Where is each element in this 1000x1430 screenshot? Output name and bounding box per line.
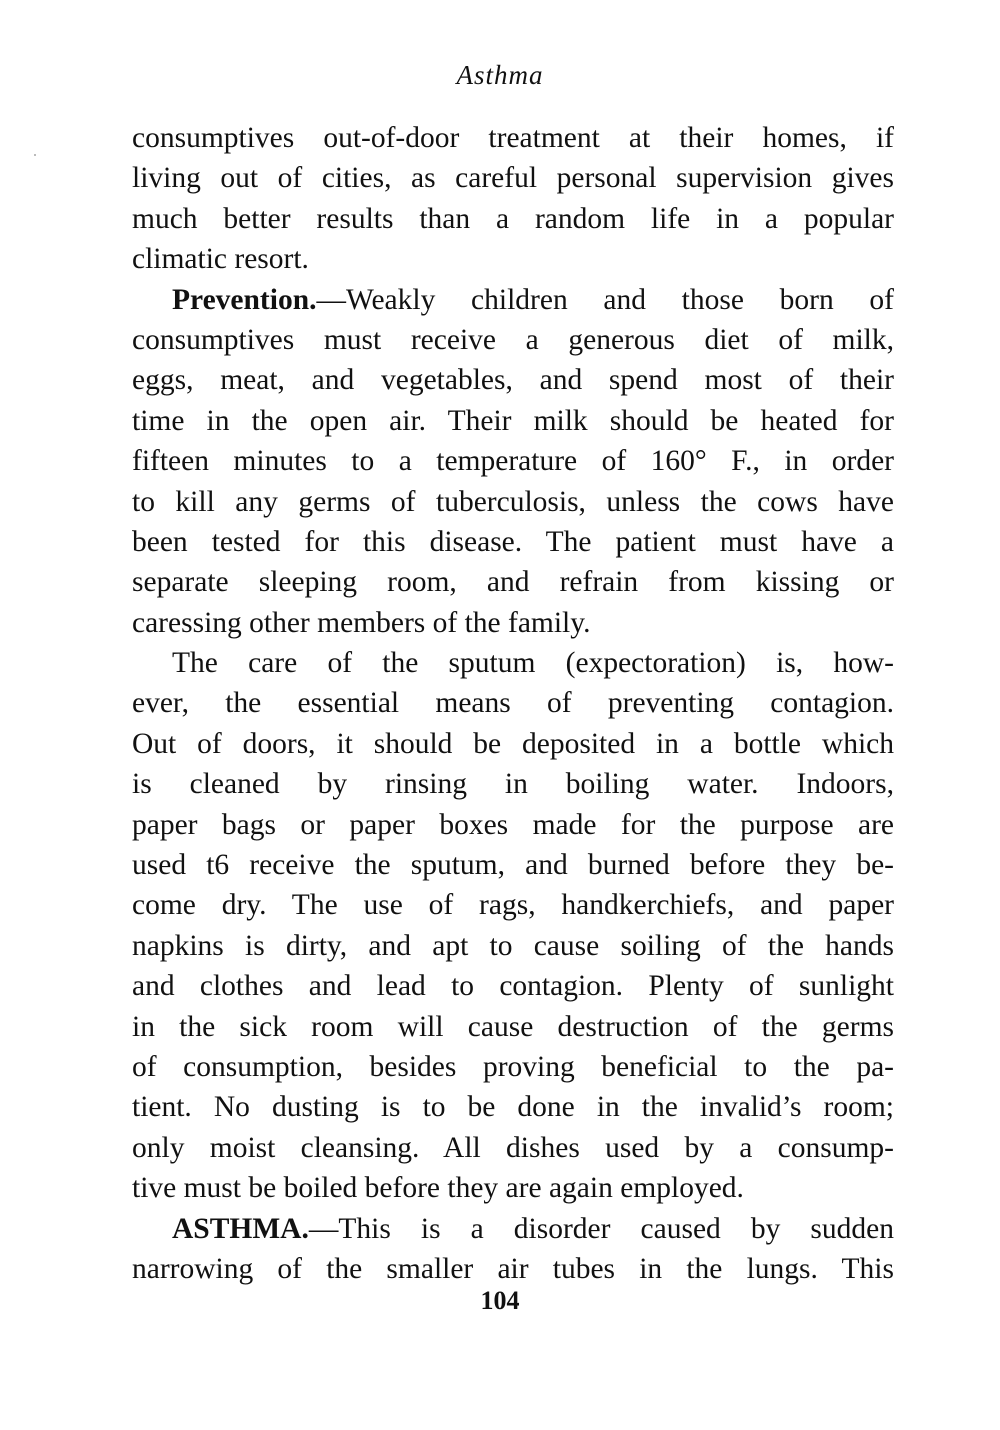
text-line [132,482,894,522]
line-text: come dry. The use of rags, handkerchiefs, and paper [132,889,894,922]
line-text: used t6 receive the sputum, and burned before they be- [132,849,894,882]
section-heading: ASTHMA. [172,1212,309,1245]
text-line [132,118,894,158]
text-line [132,441,894,481]
text-line [132,643,894,683]
text-line [132,360,894,400]
text-line [132,401,894,441]
text-line [132,158,894,198]
line-text: The care of the sputum (expectoration) is, how- [172,647,894,680]
line-text: fifteen minutes to a temperature of 160° F., in order [132,445,894,478]
line-text: of consumption, besides proving beneficial to the pa- [132,1050,894,1083]
text-line [132,885,894,925]
line-text: much better results than a random life in a popular [132,202,894,235]
text-line [132,1209,894,1249]
text-line [132,280,894,320]
line-text: consumptives out-of-door treatment at their homes, if [132,122,894,154]
line-text: to kill any germs of tuberculosis, unless the cows have [132,485,894,518]
scan-speck [34,154,36,156]
line-text: only moist cleansing. All dishes used by a consump- [132,1131,894,1164]
text-line [132,1007,894,1047]
line-text: and clothes and lead to contagion. Plenty of sunlight [132,970,894,1003]
running-head: Asthma [456,60,544,90]
line-text: tive must be boiled before they are again employed. [132,1172,744,1205]
text-line [132,845,894,885]
text-line [132,320,894,360]
line-text: is cleaned by rinsing in boiling water. Indoors, [132,768,894,801]
line-text: napkins is dirty, and apt to cause soiling of the hands [132,929,894,962]
text-line [132,1087,894,1127]
section-heading: Prevention. [172,283,317,316]
page-number: 104 [480,1286,520,1315]
text-line [132,926,894,966]
line-text: living out of cities, as careful personal supervision gives [132,162,894,195]
text-line [132,764,894,804]
line-text: —This is a disorder caused by sudden [308,1212,894,1245]
line-text: narrowing of the smaller air tubes in the lungs. This [132,1252,894,1285]
text-line [132,683,894,723]
text-line [132,603,894,643]
text-line [132,1047,894,1087]
text-line [132,966,894,1006]
text-line [132,562,894,602]
text-line [132,724,894,764]
line-text: climatic resort. [132,243,309,276]
line-text: time in the open air. Their milk should be heated for [132,404,894,437]
text-line [132,805,894,845]
line-text: paper bags or paper boxes made for the purpose are [132,808,894,841]
body-text [132,118,894,1289]
text-line [132,522,894,562]
line-text: separate sleeping room, and refrain from kissing or [132,566,894,599]
text-line [132,239,894,279]
line-text: tient. No dusting is to be done in the invalid’s room; [132,1091,894,1124]
line-text: eggs, meat, and vegetables, and spend most of their [132,364,894,397]
line-text: ever, the essential means of preventing contagion. [132,687,894,720]
text-line [132,1168,894,1208]
text-line [132,1249,894,1289]
line-text: caressing other members of the family. [132,606,591,639]
line-text: —Weakly children and those born of [316,283,894,316]
line-text: been tested for this disease. The patient must have a [132,525,894,558]
text-line [132,1128,894,1168]
line-text: consumptives must receive a generous diet of milk, [132,323,894,356]
text-line [132,199,894,239]
line-text: Out of doors, it should be deposited in a bottle which [132,727,894,760]
line-text: in the sick room will cause destruction of the germs [132,1010,894,1043]
